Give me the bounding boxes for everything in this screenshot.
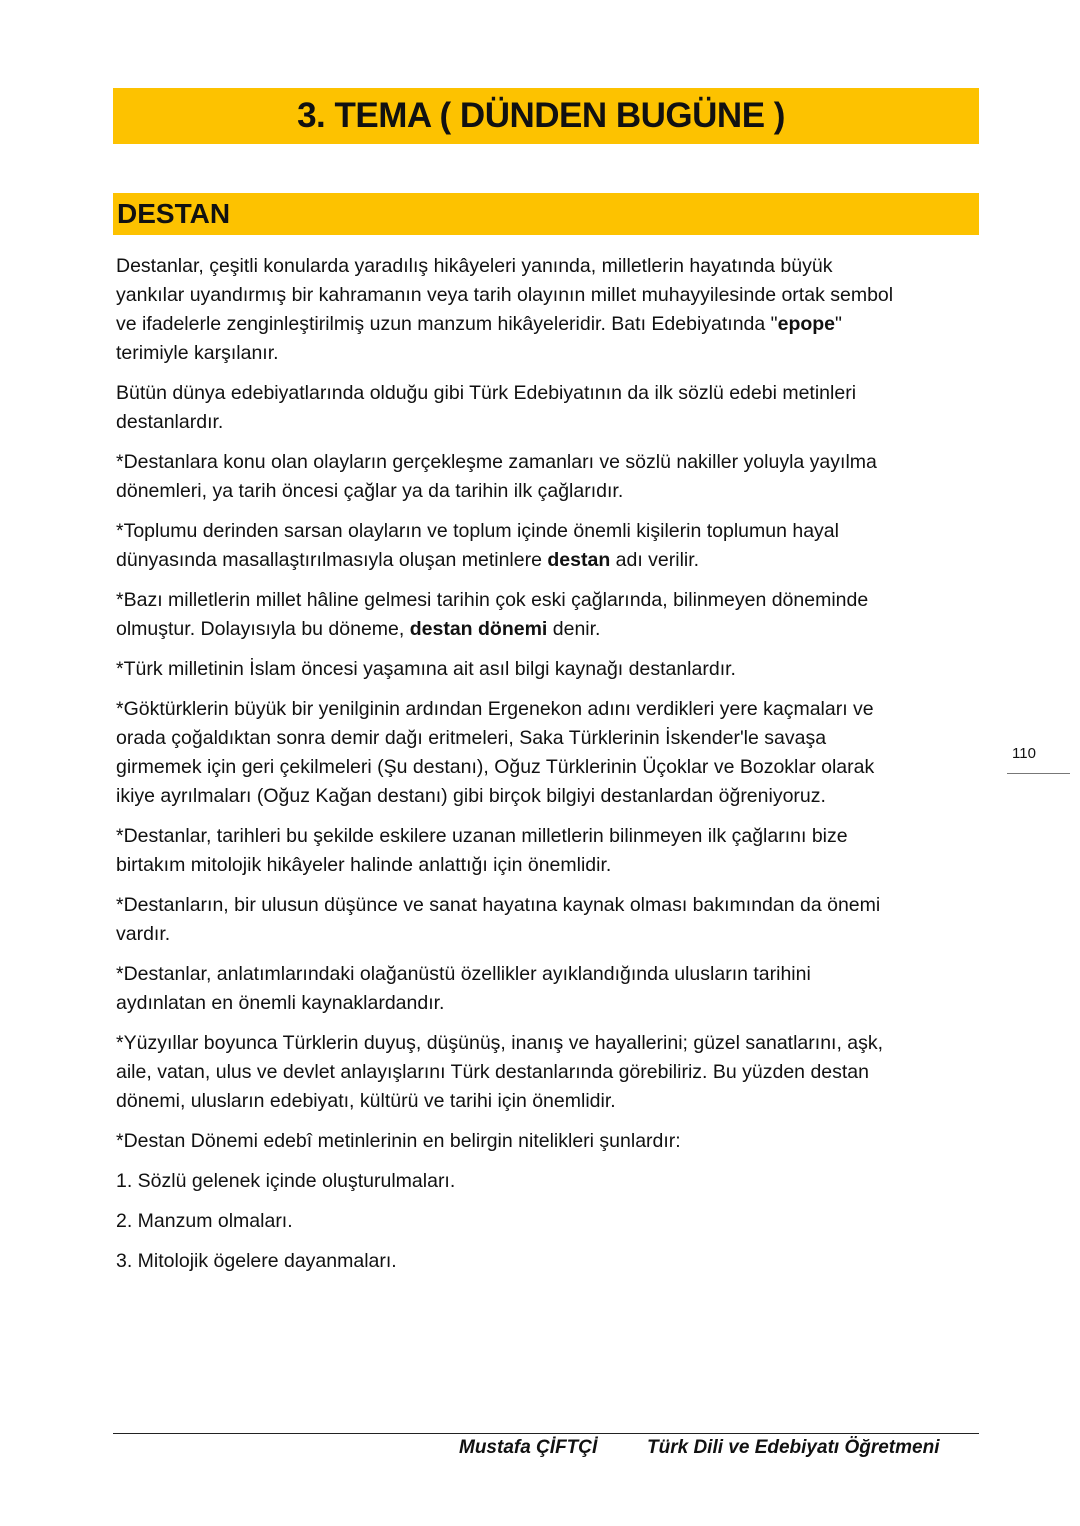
text-line [116,724,986,753]
text-segment: *Türk milletinin İslam öncesi yaşamına ait asıl bilgi kaynağı destanlardır. [116,658,736,680]
text-line [116,851,986,880]
text-segment: *Destanlar, anlatımlarındaki olağanüstü özellikler ayıklandığında ulusların tarihini [116,963,811,985]
text-line [116,281,986,310]
text-segment: dönemi, ulusların edebiyatı, kültürü ve tarihi için önemlidir. [116,1090,616,1112]
text-line [116,1207,986,1236]
text-line [116,310,986,339]
text-segment: *Destanlar, tarihleri bu şekilde eskilere uzanan milletlerin bilinmeyen ilk çağlarını bize [116,825,848,847]
theme-title-bar [113,88,979,144]
text-line [116,339,986,368]
text-segment: denir. [547,618,601,640]
paragraph [116,695,986,811]
text-line [116,920,986,949]
paragraph [116,1247,986,1276]
section-heading-bar [113,193,979,235]
text-line [116,615,986,644]
text-line [116,1029,986,1058]
text-segment: aile, vatan, ulus ve devlet anlayışlarını Türk destanlarında görebiliriz. Bu yüzden destan [116,1061,869,1083]
text-segment: vardır. [116,923,171,945]
paragraph [116,891,986,949]
text-line [116,960,986,989]
text-line [116,252,986,281]
footer-author: Mustafa ÇİFTÇİ [459,1437,598,1458]
paragraph [116,1167,986,1196]
paragraph [116,1207,986,1236]
text-segment: terimiyle karşılanır. [116,342,279,364]
text-segment: aydınlatan en önemli kaynaklardandır. [116,992,445,1014]
text-segment: adı verilir. [610,549,700,571]
bold-term: epope [777,313,836,335]
text-segment: ikiye ayrılmaları (Oğuz Kağan destanı) gibi birçok bilgiyi destanlardan öğreniyoruz. [116,785,826,807]
text-segment: dönemleri, ya tarih öncesi çağlar ya da tarihin ilk çağlarıdır. [116,480,624,502]
paragraph [116,517,986,575]
text-segment: 1. Sözlü gelenek içinde oluşturulmaları. [116,1170,456,1192]
text-segment: ve ifadelerle zenginleştirilmiş uzun manzum hikâyeleridir. Batı Edebiyatında " [116,313,778,335]
footer-role: Türk Dili ve Edebiyatı Öğretmeni [647,1437,940,1458]
text-segment: *Yüzyıllar boyunca Türklerin duyuş, düşünüş, inanış ve hayallerini; güzel sanatlarını, aşk, [116,1032,884,1054]
text-segment: Bütün dünya edebiyatlarında olduğu gibi Türk Edebiyatının da ilk sözlü edebi metinleri [116,382,857,404]
text-line [116,1087,986,1116]
text-segment: 2. Manzum olmaları. [116,1210,293,1232]
paragraph [116,655,986,684]
text-segment: Destanlar, çeşitli konularda yaradılış hikâyeleri yanında, milletlerin hayatında büyük [116,255,833,277]
page-title: 3. TEMA ( DÜNDEN BUGÜNE ) [297,96,785,135]
text-line [116,655,986,684]
text-line [116,477,986,506]
paragraph [116,1127,986,1156]
text-line [116,546,986,575]
text-segment: *Destan Dönemi edebî metinlerinin en belirgin nitelikleri şunlardır: [116,1130,681,1152]
paragraph [116,448,986,506]
text-segment: " [835,313,842,335]
text-line [116,695,986,724]
text-line [116,408,986,437]
document-body [116,252,986,1287]
text-segment: orada çoğaldıktan sonra demir dağı eritmeleri, Saka Türklerinin İskender'le savaşa [116,727,827,749]
text-line [116,753,986,782]
text-segment: *Bazı milletlerin millet hâline gelmesi tarihin çok eski çağlarında, bilinmeyen döneminde [116,589,869,611]
text-line [116,1127,986,1156]
text-segment: *Göktürklerin büyük bir yenilginin ardından Ergenekon adını verdikleri yere kaçmaları ve [116,698,874,720]
paragraph [116,1029,986,1116]
text-line [116,1058,986,1087]
text-line [116,517,986,546]
text-line [116,586,986,615]
text-segment: 3. Mitolojik ögelere dayanmaları. [116,1250,397,1272]
text-line [116,891,986,920]
bold-term: destan [547,549,611,571]
text-segment: dünyasında masallaştırılmasıyla oluşan metinlere [116,549,548,571]
text-line [116,989,986,1018]
text-segment: *Toplumu derinden sarsan olayların ve toplum içinde önemli kişilerin toplumun hayal [116,520,839,542]
text-segment: birtakım mitolojik hikâyeler halinde anlattığı için önemlidir. [116,854,612,876]
text-line [116,822,986,851]
text-line [116,1167,986,1196]
text-line [116,1247,986,1276]
footer-divider [113,1433,979,1434]
text-segment: *Destanların, bir ulusun düşünce ve sanat hayatına kaynak olması bakımından da önemi [116,894,881,916]
text-line [116,448,986,477]
paragraph [116,822,986,880]
page-number: 110 [1012,745,1036,762]
text-segment: yankılar uyandırmış bir kahramanın veya tarih olayının millet muhayyilesinde ortak sembol [116,284,894,306]
paragraph [116,960,986,1018]
text-segment: girmemek için geri çekilmeleri (Şu destanı), Oğuz Türklerinin Üçoklar ve Bozoklar olarak [116,756,875,778]
text-segment: destanlardır. [116,411,224,433]
paragraph [116,379,986,437]
section-heading: DESTAN [117,198,231,229]
text-segment: *Destanlara konu olan olayların gerçekleşme zamanları ve sözlü nakiller yoluyla yayılma [116,451,877,473]
bold-term: destan dönemi [409,618,548,640]
text-line [116,782,986,811]
paragraph [116,252,986,368]
text-line [116,379,986,408]
text-segment: olmuştur. Dolayısıyla bu döneme, [116,618,410,640]
page-number-rule [1007,773,1070,774]
paragraph [116,586,986,644]
